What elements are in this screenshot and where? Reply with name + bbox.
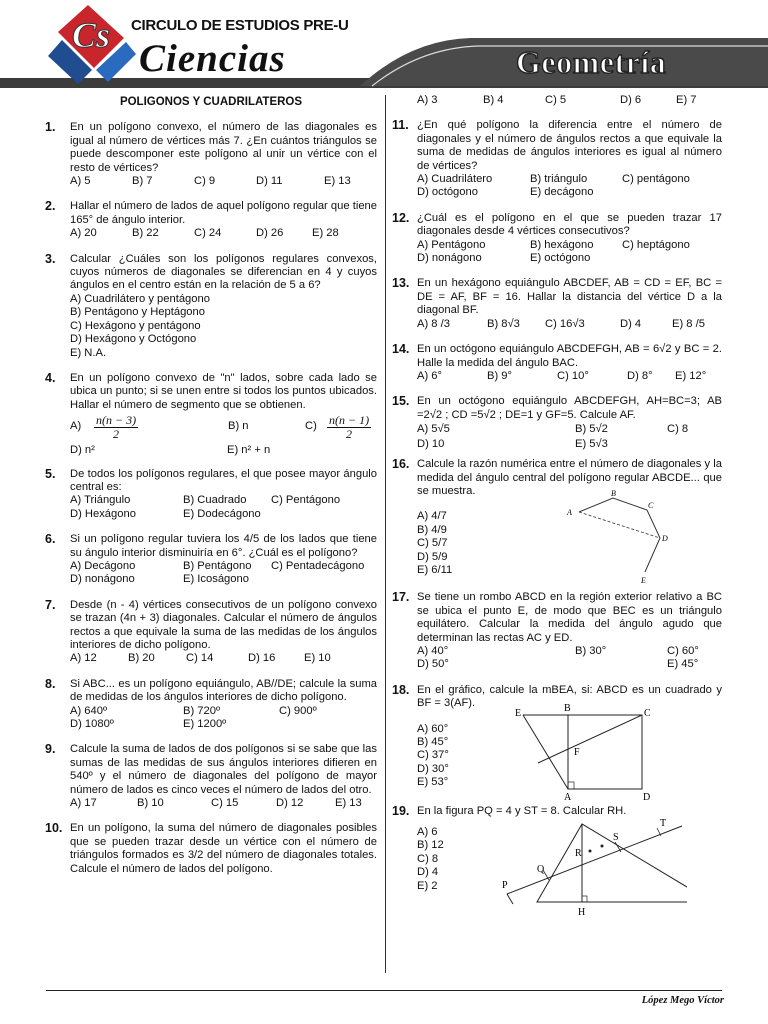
option: D) Hexágono y Octógono bbox=[70, 333, 197, 346]
question-3 bbox=[45, 253, 377, 360]
option: B) Pentágono y Heptágono bbox=[70, 306, 205, 319]
option: D) 10 bbox=[417, 438, 445, 451]
question-text: En el gráfico, calcule la mBEA, si: ABCD es un cuadrado y BF = 3(AF). bbox=[417, 683, 722, 710]
figure-area bbox=[417, 818, 722, 926]
question-7 bbox=[45, 599, 377, 666]
option: C) 5/7 bbox=[417, 537, 448, 550]
question-number: 18. bbox=[392, 682, 410, 697]
option: A) 12 bbox=[70, 652, 97, 665]
vertex-label: B bbox=[564, 702, 571, 714]
question-17 bbox=[392, 591, 722, 671]
option: B) 10 bbox=[137, 797, 164, 810]
option: E) 28 bbox=[312, 227, 339, 240]
option: A) bbox=[70, 420, 82, 433]
point-label: S bbox=[613, 832, 619, 843]
numerator: n(n − 1) bbox=[329, 412, 370, 427]
option: B) 45° bbox=[417, 736, 449, 748]
option: C) 10° bbox=[557, 369, 589, 382]
question-12 bbox=[392, 212, 722, 266]
options bbox=[417, 173, 722, 200]
question-text: Se tiene un rombo ABCD en la región exterior relativo a BC se ubica el punto E, de modo que BEC es un triángulo equilátero. Calcular la medida del ángulo agudo que determinan las rectas AC y ED. bbox=[417, 591, 722, 644]
column-divider bbox=[385, 95, 386, 973]
option: D) 12 bbox=[276, 797, 304, 810]
question-number: 15. bbox=[392, 394, 410, 409]
option: D) 50° bbox=[417, 658, 449, 671]
option: D) 30° bbox=[417, 762, 449, 775]
vertex-label: E bbox=[641, 576, 646, 586]
option: B) 12 bbox=[417, 839, 444, 852]
question-text: En un polígono, la suma del número de diagonales posibles que se pueden trazar desde un vértice con el número de triángulos formados es 3/2 del número de diagonales totales. Calcule el número de lados del polígono. bbox=[70, 822, 377, 875]
option: B) Pentágono bbox=[183, 559, 252, 572]
option: D) 11 bbox=[256, 175, 283, 188]
option: B) 9° bbox=[487, 369, 512, 382]
question-18 bbox=[392, 682, 722, 803]
option: B) Cuadrado bbox=[183, 494, 247, 507]
option: A) 17 bbox=[70, 797, 97, 810]
point-label: H bbox=[578, 907, 586, 918]
subject-title: Geometría bbox=[516, 44, 667, 80]
vertex-label: B bbox=[611, 489, 616, 499]
option: A) Cuadrilátero y pentágono bbox=[70, 292, 210, 305]
option: D) 4 bbox=[620, 317, 642, 330]
question-15 bbox=[392, 395, 722, 452]
option: E) Icoságono bbox=[183, 573, 249, 586]
question-text: En un polígono convexo de "n" lados, sobre cada lado se ubica un punto; si se unen entre si todos los puntos ubicados. Hallar el número de segmento que se obtienen. bbox=[70, 371, 377, 411]
question-number: 11. bbox=[392, 118, 409, 133]
right-column bbox=[392, 94, 722, 926]
question-8 bbox=[45, 678, 377, 732]
options bbox=[417, 645, 722, 672]
option: A) 6 bbox=[417, 826, 438, 838]
question-number: 13. bbox=[392, 276, 410, 291]
question-10 bbox=[45, 822, 377, 876]
vertex-label: D bbox=[643, 791, 651, 803]
option: E) Dodecágono bbox=[183, 507, 261, 520]
option: C) 8 bbox=[417, 852, 439, 865]
option: B) 7 bbox=[132, 175, 153, 188]
vertex-label: F bbox=[574, 746, 580, 758]
option: E) 13 bbox=[335, 797, 362, 810]
options bbox=[70, 494, 377, 521]
option: B) hexágono bbox=[530, 238, 594, 251]
option: E) 1200º bbox=[183, 718, 227, 731]
options bbox=[417, 510, 452, 577]
option: E) decágono bbox=[530, 186, 594, 199]
option: E) octógono bbox=[530, 252, 591, 265]
point-label: Q bbox=[537, 864, 545, 875]
option: C) 14 bbox=[186, 652, 214, 665]
option: A) Decágono bbox=[70, 559, 136, 572]
author-name: López Mego Víctor bbox=[641, 995, 724, 1006]
question-number: 12. bbox=[392, 210, 410, 225]
option: C) Hexágono y pentágono bbox=[70, 319, 201, 332]
question-9 bbox=[45, 743, 377, 810]
question-6 bbox=[45, 533, 377, 587]
question-text: Calcular ¿Cuáles son los polígonos regulares convexos, cuyos números de diagonales se diferencian en 4 y cuyos ángulos en el centro están en la relación de 5 a 6? bbox=[70, 252, 377, 292]
fraction bbox=[94, 414, 228, 441]
option: D) 4 bbox=[417, 866, 439, 879]
option: D) 5/9 bbox=[417, 550, 448, 563]
option: C) bbox=[305, 420, 317, 433]
brand-name: Ciencias bbox=[139, 37, 286, 80]
option: A) 8 /3 bbox=[417, 317, 450, 330]
question-number: 4. bbox=[45, 370, 56, 385]
question-2 bbox=[45, 200, 377, 240]
options bbox=[417, 370, 722, 383]
option: B) 720º bbox=[183, 704, 221, 717]
options bbox=[417, 826, 444, 893]
question-13 bbox=[392, 277, 722, 331]
question-text: Si ABC... es un polígono equiángulo, AB//DE; calcule la suma de medidas de los ángulos interiores de dicho polígono. bbox=[70, 677, 377, 704]
option: D) 16 bbox=[248, 652, 276, 665]
question-number: 1. bbox=[45, 120, 56, 135]
question-text: En un hexágono equiángulo ABCDEF, AB = CD = EF, BC = DE = AF, BF = 16. Hallar la distancia del vértice D a la diagonal BF. bbox=[417, 277, 722, 317]
option: C) 60° bbox=[667, 644, 699, 657]
option: E) n² + n bbox=[227, 444, 271, 457]
question-number: 9. bbox=[45, 742, 56, 757]
option: C) 16√3 bbox=[545, 317, 585, 330]
question-number: 7. bbox=[45, 597, 56, 612]
figure-area bbox=[417, 489, 722, 586]
point-label: R bbox=[575, 848, 582, 859]
option: A) Cuadrilátero bbox=[417, 173, 493, 186]
question-10-options bbox=[392, 94, 722, 107]
fraction bbox=[327, 414, 371, 441]
question-number: 10. bbox=[45, 821, 63, 836]
options bbox=[70, 560, 377, 587]
question-text: ¿En qué polígono la diferencia entre el número de diagonales y el número de ángulos rectos a que equivale la suma de medidas de ángulos interiores es igual al número de vértices? bbox=[417, 119, 722, 172]
point-label: P bbox=[502, 880, 508, 891]
option: C) Pentágono bbox=[271, 494, 341, 507]
question-16 bbox=[392, 457, 722, 586]
option: E) N.A. bbox=[70, 346, 107, 359]
denominator: 2 bbox=[113, 426, 120, 441]
option: B) 4 bbox=[483, 94, 504, 106]
square-figure bbox=[487, 703, 667, 803]
option: D) n² bbox=[70, 444, 95, 457]
option: E) 12° bbox=[675, 369, 707, 382]
options bbox=[70, 705, 377, 732]
option: D) 26 bbox=[256, 227, 284, 240]
question-19 bbox=[392, 805, 722, 926]
org-name: CIRCULO DE ESTUDIOS PRE-U bbox=[131, 17, 349, 34]
question-number: 2. bbox=[45, 199, 56, 214]
option: B) triángulo bbox=[530, 173, 588, 186]
option: C) 900º bbox=[279, 704, 317, 717]
options bbox=[417, 318, 722, 331]
option: A) 5√5 bbox=[417, 423, 450, 436]
question-number: 6. bbox=[45, 532, 56, 547]
option: A) 4/7 bbox=[417, 510, 447, 523]
option: C) pentágono bbox=[622, 173, 690, 186]
figure-area bbox=[417, 702, 722, 803]
option: C) Pentadecágono bbox=[271, 559, 365, 572]
option: D) nonágono bbox=[417, 252, 482, 265]
question-text: Hallar el número de lados de aquel polígono regular que tiene 165° de ángulo interior. bbox=[70, 200, 377, 226]
question-text: ¿Cuál es el polígono en el que se pueden trazar 17 diagonales desde 4 vértices consecutivos? bbox=[417, 211, 722, 238]
option: B) 20 bbox=[128, 652, 155, 665]
option: A) 6° bbox=[417, 369, 442, 382]
option: C) 37° bbox=[417, 749, 449, 762]
question-number: 3. bbox=[45, 251, 56, 266]
options bbox=[70, 444, 377, 457]
question-5 bbox=[45, 468, 377, 522]
question-1 bbox=[45, 121, 377, 188]
option: B) 22 bbox=[132, 227, 159, 240]
option: E) 8 /5 bbox=[672, 317, 705, 330]
options bbox=[70, 797, 377, 810]
question-number: 8. bbox=[45, 676, 56, 691]
option: E) 53° bbox=[417, 776, 449, 789]
option: D) 1080º bbox=[70, 718, 114, 731]
option: E) 7 bbox=[676, 94, 697, 106]
numerator: n(n − 3) bbox=[96, 412, 137, 427]
question-text: En un polígono convexo, el número de las diagonales es igual al número de vértices más 7. ¿En cuántos triángulos se puede descomponer este polígono al unir un vértice con el resto de vértices? bbox=[70, 121, 377, 174]
option: E) 5√3 bbox=[575, 438, 608, 451]
question-4 bbox=[45, 372, 377, 458]
vertex-label: A bbox=[567, 508, 572, 518]
option: C) 8 bbox=[667, 423, 689, 436]
question-14 bbox=[392, 343, 722, 383]
option: A) Triángulo bbox=[70, 494, 131, 507]
denominator: 2 bbox=[346, 426, 353, 441]
question-number: 17. bbox=[392, 590, 410, 605]
option: A) 5 bbox=[70, 175, 91, 188]
option: D) 8° bbox=[627, 369, 653, 382]
question-text: En un octógono equiángulo ABCDEFGH, AH=BC=3; AB =2√2 ; CD =5√2 ; DE=1 y GF=5. Calcule AF. bbox=[417, 395, 722, 421]
options bbox=[417, 723, 449, 790]
option: B) n bbox=[228, 420, 249, 433]
option: D) nonágono bbox=[70, 573, 135, 586]
option: E) 10 bbox=[304, 652, 331, 665]
question-text: De todos los polígonos regulares, el que posee mayor ángulo central es: bbox=[70, 467, 377, 493]
vertex-label: C bbox=[648, 501, 654, 511]
option: B) 5√2 bbox=[575, 423, 608, 436]
option: C) 24 bbox=[194, 227, 222, 240]
options bbox=[417, 239, 722, 266]
question-text: En un octógono equiángulo ABCDEFGH, AB = 6√2 y BC = 2. Halle la medida del ángulo BAC. bbox=[417, 343, 722, 369]
question-11 bbox=[392, 119, 722, 199]
option: A) 640º bbox=[70, 704, 108, 717]
question-text: Si un polígono regular tuviera los 4/5 de los lados que tiene su ángulo interior disminuiría en 6°. ¿Cuál es el polígono? bbox=[70, 533, 377, 559]
option: A) 40° bbox=[417, 644, 449, 657]
vertex-label: C bbox=[644, 707, 651, 719]
option: D) octógono bbox=[417, 186, 478, 199]
option: A) Pentágono bbox=[417, 238, 486, 251]
option: D) Hexágono bbox=[70, 507, 136, 520]
option: C) 9 bbox=[194, 175, 216, 188]
options bbox=[70, 227, 377, 240]
footer-rule bbox=[46, 990, 722, 991]
question-text: En la figura PQ = 4 y ST = 8. Calcular RH. bbox=[417, 804, 627, 817]
vertex-label: E bbox=[515, 707, 522, 719]
option: E) 45° bbox=[667, 658, 699, 671]
logo-initials: Cs bbox=[72, 15, 111, 55]
page-header bbox=[0, 0, 768, 92]
option: B) 8√3 bbox=[487, 317, 520, 330]
option: C) 5 bbox=[545, 94, 567, 106]
question-text: Desde (n - 4) vértices consecutivos de un polígono convexo se trazan (4n + 3) diagonales. Calcular el número de ángulos rectos a que equivale la suma de las medidas de los ángulos interiores de dicho polígono. bbox=[70, 598, 377, 651]
section-title: POLIGONOS Y CUADRILATEROS bbox=[119, 96, 303, 108]
option: A) 20 bbox=[70, 227, 97, 240]
question-number: 19. bbox=[392, 803, 410, 818]
options bbox=[70, 412, 377, 442]
point-label: T bbox=[660, 818, 667, 829]
option: E) 13 bbox=[324, 175, 351, 188]
question-number: 5. bbox=[45, 466, 56, 481]
question-text: Calcule la razón numérica entre el número de diagonales y la medida del ángulo central del polígono regular ABCDE... que se muestra. bbox=[417, 458, 722, 497]
option: E) 2 bbox=[417, 879, 438, 892]
left-column bbox=[45, 96, 377, 876]
polygon-figure bbox=[537, 486, 687, 586]
question-text: Calcule la suma de lados de dos polígonos si se sabe que las sumas de las medidas de sus ángulos interiores difieren en 540º y el número de diagonales del polígono de mayor número de lados es cinco veces el número de lados del otro. bbox=[70, 743, 377, 796]
options bbox=[417, 422, 722, 452]
option: D) 6 bbox=[620, 94, 642, 106]
option: A) 60° bbox=[417, 722, 449, 735]
question-number: 16. bbox=[392, 457, 410, 472]
option: E) 6/11 bbox=[417, 563, 453, 576]
question-number: 14. bbox=[392, 342, 410, 357]
option: B) 4/9 bbox=[417, 523, 447, 536]
options bbox=[70, 652, 377, 665]
option: A) 3 bbox=[417, 94, 438, 106]
triangle-figure bbox=[477, 816, 687, 926]
option: B) 30° bbox=[575, 644, 607, 657]
options bbox=[70, 175, 377, 188]
option: C) heptágono bbox=[622, 238, 690, 251]
option: C) 15 bbox=[211, 797, 239, 810]
vertex-label: D bbox=[662, 534, 668, 544]
vertex-label: A bbox=[564, 791, 572, 803]
